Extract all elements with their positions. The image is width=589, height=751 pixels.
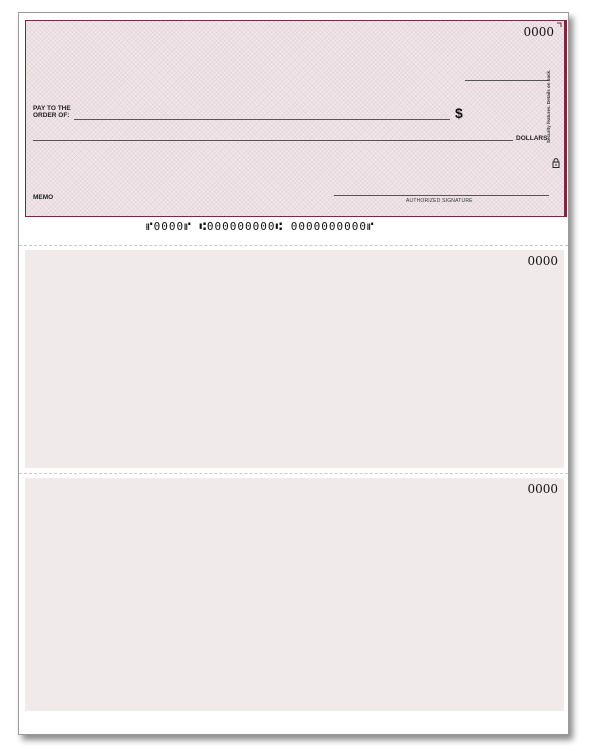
- corner-mark-icon: [557, 22, 562, 27]
- pay-to-label-line1: PAY TO THE: [33, 105, 71, 112]
- dollars-label: DOLLARS: [516, 135, 548, 142]
- stub-check-number: 0000: [527, 482, 558, 496]
- date-line: [465, 80, 549, 81]
- pay-to-label: [33, 105, 71, 119]
- stub-top: [25, 250, 564, 468]
- security-features-text: Security features. Details on back.: [546, 69, 551, 143]
- perforation-line: [19, 245, 568, 246]
- lock-icon: [552, 158, 560, 168]
- micr-line: ⑈0000⑈ ⑆000000000⑆ 0000000000⑈: [146, 220, 375, 233]
- check-number: 0000: [523, 25, 554, 39]
- dollar-sign: $: [455, 105, 463, 121]
- signature-line: [334, 195, 549, 196]
- check-page: [18, 12, 569, 735]
- signature-label: AUTHORIZED SIGNATURE: [406, 198, 473, 204]
- payee-line: [74, 119, 450, 120]
- amount-words-line: [33, 140, 513, 141]
- pay-to-label-line2: ORDER OF:: [33, 112, 70, 119]
- perforation-line: [19, 473, 568, 474]
- stub-bottom: [25, 478, 564, 711]
- check-face: [25, 20, 567, 217]
- stub-check-number: 0000: [527, 254, 558, 268]
- memo-label: MEMO: [33, 194, 54, 201]
